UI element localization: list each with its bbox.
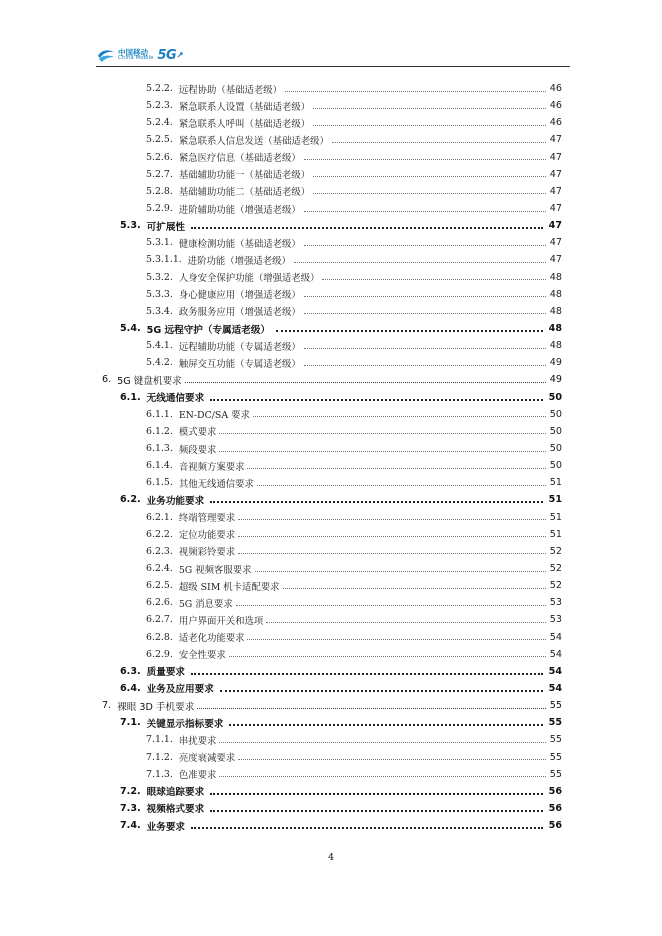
toc-entry[interactable] (96, 114, 562, 131)
toc-entry-title: 其他无线通信要求 (178, 478, 254, 490)
toc-entry-title: 频段要求 (178, 444, 217, 456)
dot-leader (304, 244, 546, 246)
dot-leader (285, 90, 546, 92)
logo-chinese-name: 中国移动 (118, 47, 148, 57)
dot-leader (238, 518, 546, 520)
toc-entry-number: 7.1.1. (146, 734, 173, 746)
toc-entry-title: 5G 远程守护（专属适老级） (146, 324, 271, 336)
table-of-contents (96, 80, 562, 834)
toc-entry-number: 5.4.2. (146, 357, 173, 369)
toc-entry-page: 51 (549, 511, 562, 523)
dot-leader (257, 484, 546, 486)
toc-entry-title: 5G 键盘机要求 (117, 375, 182, 387)
toc-entry-page: 48 (549, 305, 562, 317)
dot-leader (191, 826, 543, 829)
toc-entry-title: 紧急医疗信息（基础适老级） (178, 153, 301, 165)
toc-entry[interactable] (96, 714, 562, 731)
toc-entry-number: 5.4.1. (146, 340, 173, 352)
toc-entry-number: 6.3. (120, 665, 141, 677)
toc-entry-page: 55 (549, 768, 562, 780)
toc-entry[interactable] (96, 217, 562, 234)
toc-entry-number: 5.2.2. (146, 83, 173, 95)
toc-entry[interactable] (96, 560, 562, 577)
toc-entry[interactable] (96, 457, 562, 474)
toc-entry-title: 进阶功能（增强适老级） (187, 255, 291, 267)
dot-leader (219, 775, 546, 777)
toc-entry[interactable] (96, 731, 562, 748)
toc-entry-title: 5G 视频客服要求 (178, 564, 252, 576)
toc-entry-number: 6.2.4. (146, 563, 173, 574)
toc-entry-title: 用户界面开关和选项 (178, 615, 264, 627)
toc-entry-page: 56 (548, 820, 562, 832)
toc-entry-number: 5.2.3. (146, 100, 173, 112)
toc-entry-page: 51 (549, 477, 562, 489)
toc-entry-page: 55 (548, 717, 562, 729)
toc-entry-number: 6.2. (120, 494, 141, 506)
toc-entry[interactable] (96, 320, 562, 337)
toc-entry-number: 6.1.4. (146, 460, 173, 472)
toc-entry-title: 定位功能要求 (178, 530, 236, 542)
toc-entry-number: 6.2.7. (146, 614, 173, 626)
logo-english-name: China Mobile (118, 55, 154, 61)
dot-leader (210, 500, 543, 503)
toc-entry[interactable] (96, 800, 562, 817)
toc-entry-page: 48 (549, 340, 562, 352)
toc-entry-page: 55 (549, 734, 562, 746)
toc-entry-page: 47 (549, 185, 562, 197)
header-divider (96, 66, 570, 67)
dot-leader (304, 312, 546, 314)
toc-entry-title: 裸眼 3D 手机要求 (117, 701, 195, 713)
toc-entry-number: 7.3. (120, 802, 141, 814)
toc-entry-page: 49 (549, 374, 562, 386)
toc-entry-title: 远程辅助功能（专属适老级） (178, 341, 301, 353)
toc-entry[interactable] (96, 783, 562, 800)
toc-entry[interactable] (96, 543, 562, 560)
toc-entry[interactable] (96, 234, 562, 251)
dot-leader (322, 278, 546, 280)
toc-entry-title: 5G 消息要求 (178, 598, 233, 610)
dot-leader (304, 364, 546, 366)
toc-entry[interactable] (96, 354, 562, 371)
toc-entry-number: 6. (102, 374, 112, 386)
toc-entry[interactable] (96, 200, 562, 217)
toc-entry-title: 业务及应用要求 (146, 684, 214, 696)
toc-entry-page: 46 (549, 83, 562, 95)
china-mobile-emblem-icon (96, 47, 116, 63)
toc-entry[interactable] (96, 629, 562, 646)
toc-entry[interactable] (96, 526, 562, 543)
toc-entry[interactable] (96, 474, 562, 491)
toc-entry-page: 47 (548, 220, 562, 232)
toc-entry[interactable] (96, 269, 562, 286)
toc-entry-title: 紧急联系人设置（基础适老级） (178, 101, 311, 113)
toc-entry-page: 52 (549, 563, 562, 574)
toc-entry[interactable] (96, 337, 562, 354)
toc-entry-page: 52 (549, 580, 562, 592)
toc-entry-title: 进阶辅助功能（增强适老级） (178, 204, 301, 216)
toc-entry-number: 6.2.1. (146, 511, 173, 523)
dot-leader (229, 723, 543, 726)
toc-entry-title: 安全性要求 (178, 650, 226, 662)
toc-entry-title: 亮度衰减要求 (178, 753, 236, 765)
toc-entry-number: 5.3. (120, 220, 141, 232)
toc-entry-page: 56 (548, 785, 562, 797)
dot-leader (332, 141, 546, 143)
toc-entry-title: 模式要求 (178, 427, 217, 439)
toc-entry-page: 50 (549, 408, 562, 420)
toc-entry[interactable] (96, 389, 562, 406)
toc-entry-title: 眼球追踪要求 (146, 787, 205, 799)
toc-entry[interactable] (96, 149, 562, 166)
toc-entry[interactable] (96, 440, 562, 457)
toc-entry-number: 5.2.4. (146, 117, 173, 129)
toc-entry-number: 6.2.5. (146, 580, 173, 592)
toc-entry-number: 5.3.4. (146, 305, 173, 317)
toc-entry-title: 视频彩铃要求 (178, 547, 236, 559)
toc-entry-title: 色准要求 (178, 770, 217, 782)
toc-entry-page: 48 (548, 323, 562, 335)
toc-entry-page: 55 (549, 751, 562, 763)
dot-leader (266, 621, 546, 623)
dot-leader (210, 809, 543, 812)
dot-leader (304, 295, 546, 297)
toc-entry-page: 46 (549, 117, 562, 129)
toc-entry-page: 47 (549, 151, 562, 163)
toc-entry[interactable] (96, 251, 562, 268)
toc-entry-page: 50 (548, 391, 562, 403)
toc-entry-title: 身心健康应用（增强适老级） (178, 290, 301, 302)
toc-entry-page: 47 (549, 203, 562, 215)
toc-entry-title: 无线通信要求 (146, 393, 205, 405)
dot-leader (313, 192, 546, 194)
toc-entry-title: 人身安全保护功能（增强适老级） (178, 273, 320, 285)
toc-entry-title: EN-DC/SA 要求 (178, 410, 250, 422)
dot-leader (313, 107, 546, 109)
toc-entry-title: 串扰要求 (178, 735, 217, 747)
toc-entry-number: 6.1.5. (146, 477, 173, 489)
dot-leader (229, 655, 546, 657)
toc-entry[interactable] (96, 509, 562, 526)
toc-entry-title: 业务功能要求 (146, 495, 205, 507)
page-header (96, 44, 570, 66)
toc-entry-number: 5.2.8. (146, 185, 173, 197)
toc-entry-page: 53 (549, 614, 562, 626)
toc-entry[interactable] (96, 817, 562, 834)
dot-leader (197, 707, 546, 709)
toc-entry-title: 基础辅助功能一（基础适老级） (178, 170, 311, 182)
dot-leader (304, 347, 546, 349)
toc-entry-page: 48 (549, 288, 562, 300)
toc-entry[interactable] (96, 423, 562, 440)
dot-leader (283, 587, 546, 589)
dot-leader (253, 415, 546, 417)
toc-entry-number: 7. (102, 700, 112, 712)
toc-entry-number: 6.2.3. (146, 545, 173, 557)
toc-entry-page: 47 (549, 254, 562, 266)
toc-entry-title: 关键显示指标要求 (146, 718, 224, 730)
toc-entry[interactable] (96, 611, 562, 628)
toc-entry-page: 51 (548, 494, 562, 506)
dot-leader (185, 381, 546, 383)
toc-entry-number: 6.1.1. (146, 408, 173, 420)
toc-entry-page: 47 (549, 134, 562, 146)
toc-entry-page: 50 (549, 443, 562, 455)
toc-entry[interactable] (96, 303, 562, 320)
toc-entry-title: 超级 SIM 机卡适配要求 (178, 581, 280, 593)
toc-entry-number: 6.2.9. (146, 648, 173, 660)
toc-entry[interactable] (96, 97, 562, 114)
toc-entry-title: 音视频方案要求 (178, 461, 245, 473)
toc-entry-number: 5.3.2. (146, 271, 173, 283)
toc-entry[interactable] (96, 577, 562, 594)
toc-entry-title: 质量要求 (146, 667, 186, 679)
page-number: 4 (327, 852, 335, 863)
dot-leader (238, 758, 546, 760)
dot-leader (210, 792, 543, 795)
toc-entry[interactable] (96, 646, 562, 663)
toc-entry-page: 47 (549, 237, 562, 249)
toc-entry-number: 7.1. (120, 717, 141, 729)
toc-entry-title: 基础辅助功能二（基础适老级） (178, 187, 311, 199)
toc-entry-page: 56 (548, 802, 562, 814)
toc-entry[interactable] (96, 131, 562, 148)
toc-entry[interactable] (96, 680, 562, 697)
toc-entry[interactable] (96, 406, 562, 423)
toc-entry[interactable] (96, 697, 562, 714)
toc-entry[interactable] (96, 594, 562, 611)
toc-entry-number: 6.1.3. (146, 443, 173, 455)
dot-leader (294, 261, 546, 263)
dot-leader (255, 570, 546, 572)
china-mobile-logo (96, 44, 186, 66)
toc-entry-number: 6.1.2. (146, 425, 173, 437)
toc-entry-page: 49 (549, 357, 562, 369)
toc-entry-page: 50 (549, 425, 562, 437)
toc-entry-title: 终端管理要求 (178, 513, 236, 525)
toc-entry-number: 6.2.8. (146, 631, 173, 643)
toc-entry-page: 54 (549, 631, 562, 643)
toc-entry[interactable] (96, 371, 562, 388)
toc-entry-page: 47 (549, 168, 562, 180)
toc-entry-page: 55 (549, 700, 562, 712)
toc-entry-number: 6.2.6. (146, 597, 173, 609)
toc-entry-title: 业务要求 (146, 821, 186, 833)
toc-entry-page: 51 (549, 528, 562, 540)
toc-entry[interactable] (96, 80, 562, 97)
dot-leader (247, 638, 546, 640)
toc-entry[interactable] (96, 166, 562, 183)
toc-entry-number: 5.2.7. (146, 168, 173, 180)
toc-entry-title: 健康检测功能（基础适老级） (178, 238, 301, 250)
toc-entry-number: 5.3.1.1. (146, 254, 182, 266)
dot-leader (219, 741, 546, 743)
dot-leader (276, 329, 543, 332)
toc-entry-page: 52 (549, 545, 562, 557)
toc-entry-number: 6.2.2. (146, 528, 173, 540)
toc-entry-number: 6.1. (120, 391, 141, 403)
toc-entry-page: 46 (549, 100, 562, 112)
toc-entry-number: 5.2.9. (146, 203, 173, 215)
toc-entry[interactable] (96, 286, 562, 303)
toc-entry-page: 54 (549, 648, 562, 660)
toc-entry[interactable] (96, 183, 562, 200)
dot-leader (313, 124, 546, 126)
toc-entry-number: 7.2. (120, 785, 141, 797)
toc-entry-number: 5.3.3. (146, 288, 173, 300)
dot-leader (220, 689, 543, 692)
dot-leader (191, 226, 543, 229)
dot-leader (210, 398, 543, 401)
toc-entry-page: 54 (548, 682, 562, 694)
toc-entry-title: 触屏交互功能（专属适老级） (178, 358, 301, 370)
toc-entry-number: 5.4. (120, 323, 141, 335)
dot-leader (238, 552, 546, 554)
toc-entry-title: 紧急联系人呼叫（基础适老级） (178, 118, 311, 130)
dot-leader (304, 158, 546, 160)
dot-leader (219, 432, 546, 434)
toc-entry[interactable] (96, 766, 562, 783)
toc-entry-title: 适老化功能要求 (178, 633, 245, 645)
toc-entry-page: 48 (549, 271, 562, 283)
toc-entry-title: 政务服务应用（增强适老级） (178, 307, 301, 319)
toc-entry-page: 53 (549, 597, 562, 609)
toc-entry-number: 7.1.2. (146, 751, 173, 763)
dot-leader (238, 535, 546, 537)
toc-entry-number: 5.2.5. (146, 134, 173, 146)
toc-entry[interactable] (96, 491, 562, 508)
toc-entry-number: 5.3.1. (146, 237, 173, 249)
toc-entry[interactable] (96, 663, 562, 680)
toc-entry-title: 紧急联系人信息发送（基础适老级） (178, 135, 329, 147)
5g-logo: 5G (157, 47, 177, 63)
dot-leader (304, 210, 546, 212)
toc-entry-title: 可扩展性 (146, 221, 186, 233)
dot-leader (247, 467, 546, 469)
toc-entry-number: 5.2.6. (146, 151, 173, 163)
toc-entry[interactable] (96, 748, 562, 765)
5g-plus-icon (176, 50, 186, 60)
toc-entry-number: 6.4. (120, 682, 141, 694)
toc-entry-page: 54 (548, 665, 562, 677)
dot-leader (219, 450, 546, 452)
toc-entry-page: 50 (549, 460, 562, 472)
toc-entry-number: 7.1.3. (146, 768, 173, 780)
toc-entry-title: 远程协助（基础适老级） (178, 84, 282, 96)
dot-leader (191, 672, 543, 675)
toc-entry-number: 7.4. (120, 820, 141, 832)
toc-entry-title: 视频格式要求 (146, 804, 205, 816)
dot-leader (236, 604, 546, 606)
dot-leader (313, 175, 546, 177)
